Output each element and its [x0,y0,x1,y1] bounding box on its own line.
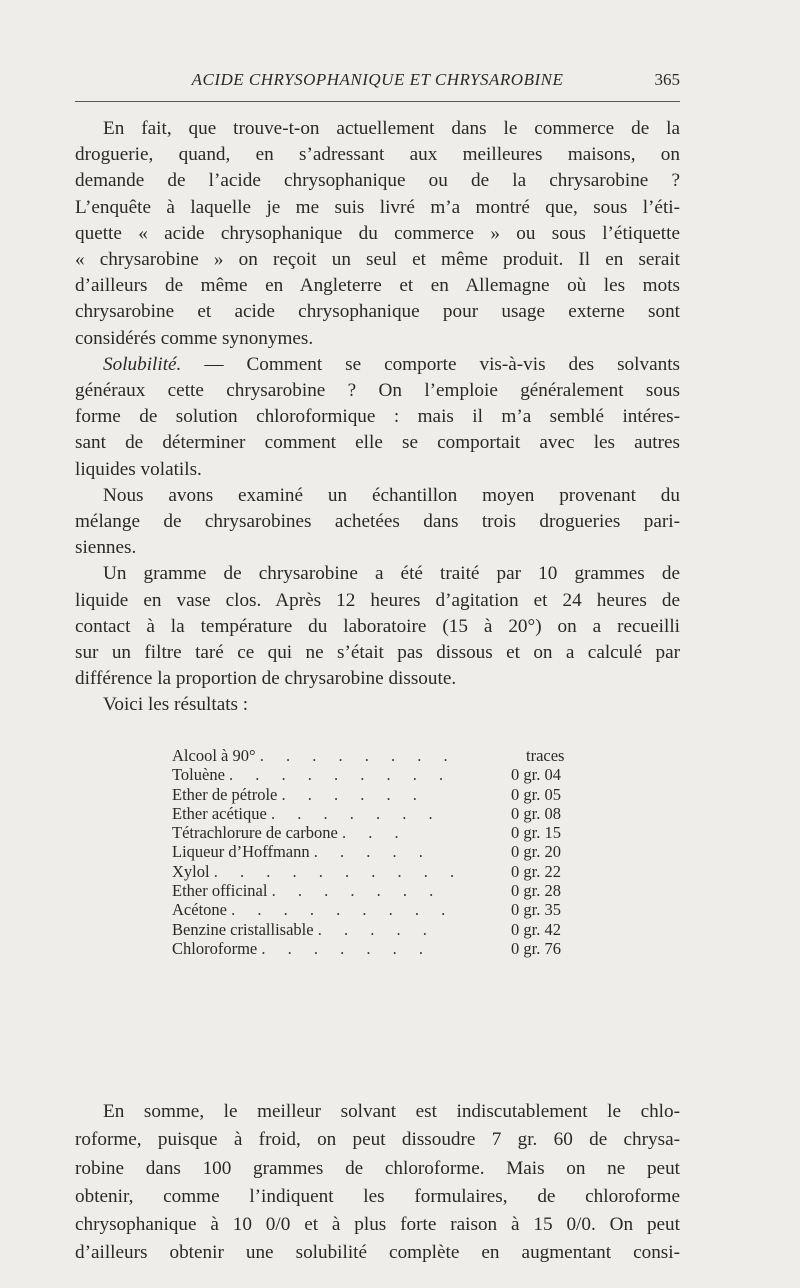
text-line: demande de l’acide chrysophanique ou de la chrysarobine ? [75,170,680,192]
dissolved-amount: 0 gr. 42 [511,919,561,939]
text-line: obtenir, comme l’indiquent les formulaires, de chloroforme [75,1185,680,1207]
dissolved-amount: 0 gr. 08 [511,803,561,823]
text-line: mélange de chrysarobines achetées dans trois drogueries pari- [75,511,680,533]
dissolved-amount: 0 gr. 22 [511,861,561,881]
text-line: « chrysarobine » on reçoit un seul et même produit. Il en serait [75,249,680,271]
results-row [172,920,592,939]
paragraph-conclusion [75,1098,680,1268]
solvent-name: Alcool à 90° . . . . . . . . [172,746,457,765]
text-line: différence la proportion de chrysarobine dissoute. [75,668,457,690]
paragraph-echantillon [75,483,680,562]
text-line: Un gramme de chrysarobine a été traité par 10 grammes de [103,563,680,585]
text-line: En somme, le meilleur solvant est indiscutablement le chlo- [103,1101,680,1122]
text-line: robine dans 100 grammes de chloroforme. Mais on ne peut [75,1157,680,1179]
text-line: sant de déterminer comment elle se comportait avec les autres [75,432,680,454]
text-line: En fait, que trouve-t-on actuellement dans le commerce de la [103,118,680,139]
text-line: siennes. [75,537,137,559]
results-row [172,785,592,804]
results-row [172,765,592,784]
dissolved-amount: 0 gr. 76 [511,938,561,958]
solvent-name: Benzine cristallisable . . . . . [172,919,436,939]
dissolved-amount: 0 gr. 20 [511,842,561,862]
text-line: sur un filtre taré ce qui ne s’était pas dissous et on a calculé par [75,642,680,664]
results-row [172,746,592,765]
paragraph-solubilite [75,352,680,483]
paragraph-methode [75,561,680,692]
solvent-name: Chloroforme . . . . . . . [172,938,432,958]
text-line: considérés comme synonymes. [75,327,314,349]
text-line: liquides volatils. [75,458,202,480]
results-row [172,862,592,881]
text-run: — Comment se comporte vis-à-vis des solvants [181,353,680,375]
page-number: 365 [654,70,680,89]
text-line: Nous avons examiné un échantillon moyen provenant du [103,484,680,506]
text-line: droguerie, quand, en s’adressant aux meilleures maisons, on [75,144,680,166]
solvent-name: Tétrachlorure de carbone . . . [172,823,408,843]
results-row [172,842,592,861]
results-row [172,881,592,900]
results-row [172,804,592,823]
section-heading-solubilite: Solubilité. [103,353,182,375]
results-row [172,900,592,919]
solvent-name: Liqueur d’Hoffmann . . . . . [172,842,432,862]
solvent-name: Acétone . . . . . . . . . [172,900,455,920]
results-intro: Voici les résultats : [103,694,249,716]
dissolved-amount: 0 gr. 15 [511,823,561,843]
dissolved-amount: 0 gr. 28 [511,881,561,901]
header-rule [75,101,680,102]
text-line: chrysophanique à 10 0/0 et à plus forte raison à 15 0/0. On peut [75,1214,680,1236]
running-title: ACIDE CHRYSOPHANIQUE ET CHRYSAROBINE [191,70,564,89]
text-line: forme de solution chloroformique : mais il m’a semblé intéres- [75,406,680,428]
text-line: liquide en vase clos. Après 12 heures d’agitation et 24 heures de [75,589,680,611]
solubility-results-table [172,746,592,958]
dissolved-amount: traces [526,746,565,765]
paragraph-commerce [75,116,680,352]
dissolved-amount: 0 gr. 35 [511,900,561,920]
solvent-name: Ether officinal . . . . . . . [172,881,443,901]
results-row [172,823,592,842]
text-line: roforme, puisque à froid, on peut dissoudre 7 gr. 60 de chrysa- [75,1129,680,1151]
text-line: quette « acide chrysophanique du commerce » ou sous l’étiquette [75,222,680,244]
text-line: L’enquête à laquelle je me suis livré m’a montré que, sous l’éti- [75,196,680,218]
solvent-name: Toluène . . . . . . . . . [172,765,453,785]
solvent-name: Xylol . . . . . . . . . . [172,861,464,881]
solvent-name: Ether acétique . . . . . . . [172,803,442,823]
results-row [172,939,592,958]
text-line: d’ailleurs obtenir une solubilité complète en augmentant consi- [75,1242,680,1264]
body-text-upper [75,116,680,719]
dissolved-amount: 0 gr. 04 [511,765,561,785]
dissolved-amount: 0 gr. 05 [511,784,561,804]
text-line: chrysarobine et acide chrysophanique pour usage externe sont [75,301,680,323]
text-line: contact à la température du laboratoire (15 à 20°) on a recueilli [75,615,680,637]
solvent-name: Ether de pétrole . . . . . . [172,784,426,804]
text-line [75,352,680,378]
text-line: d’ailleurs de même en Angleterre et en Allemagne où les mots [75,275,680,297]
running-header [75,70,680,100]
text-line: généraux cette chrysarobine ? On l’emploie généralement sous [75,380,680,402]
